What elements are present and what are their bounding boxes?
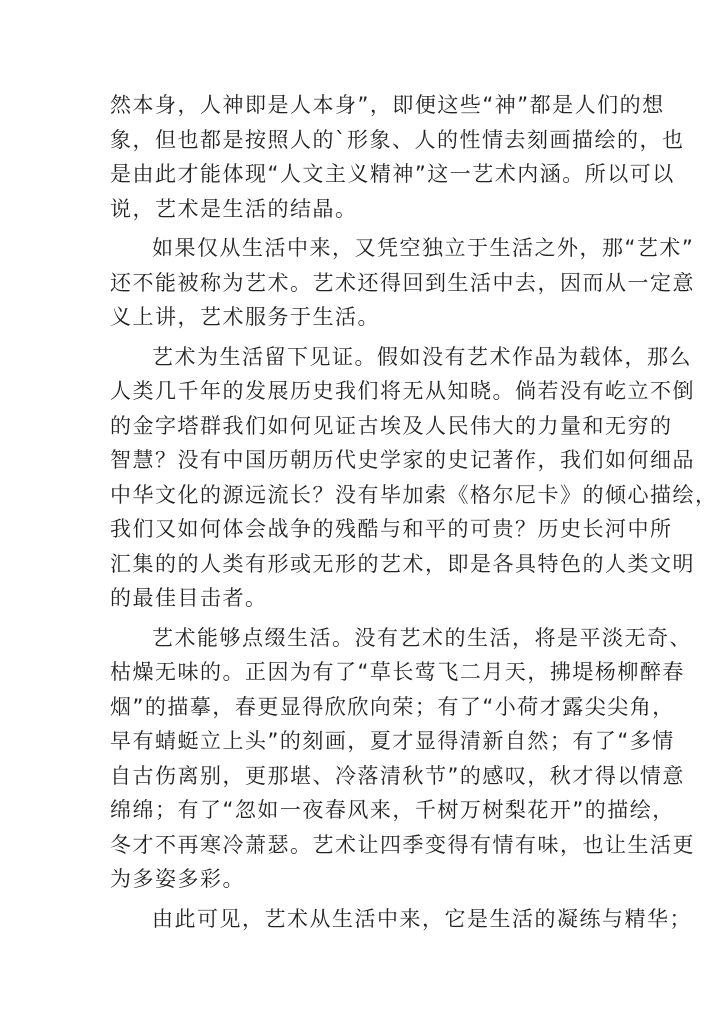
text-line: 烟”的描摹，春更显得欣欣向荣；有了“小荷才露尖尖角， bbox=[110, 694, 675, 719]
text-line: 义上讲，艺术服务于生活。 bbox=[110, 305, 380, 329]
text-line: 由此可见，艺术从生活中来，它是生活的凝练与精华； bbox=[152, 906, 692, 931]
paragraph bbox=[110, 902, 692, 937]
text-line: 枯燥无味的。正因为有了“草长莺飞二月天，拂堤杨柳醉春 bbox=[110, 660, 685, 684]
text-line: 的最佳目击者。 bbox=[110, 586, 268, 610]
text-line: 绵绵；有了“忽如一夜春风来，千树万树梨花开”的描绘， bbox=[110, 798, 675, 822]
paragraph bbox=[110, 621, 695, 897]
text-line: 自古伤离别，更那堪、冷落清秋节”的感叹，秋才得以情意 bbox=[110, 763, 685, 788]
text-line: 为多姿多彩。 bbox=[110, 867, 245, 891]
text-line: 汇集的的人类有形或无形的艺术，即是各具特色的人类文明 bbox=[110, 551, 695, 576]
text-line: 冬才不再寒冷萧瑟。艺术让四季变得有情有味，也让生活更 bbox=[110, 832, 695, 857]
text-line: 我们又如何体会战争的残酷与和平的可贵？历史长河中所 bbox=[110, 517, 673, 541]
paragraph bbox=[110, 340, 718, 616]
text-line: 象，但也都是按照人的`形象、人的性情去刻画描绘的，也 bbox=[110, 127, 685, 152]
text-line: 是由此才能体现“人文主义精神”这一艺术内涵。所以可以 bbox=[110, 162, 675, 186]
text-line: 人类几千年的发展历史我们将无从知晓。倘若没有屹立不倒 bbox=[110, 379, 695, 403]
text-line: 的金字塔群我们如何见证古埃及人民伟大的力量和无穷的 bbox=[110, 413, 673, 438]
text-line: 早有蜻蜓立上头”的刻画，夏才显得清新自然；有了“多情 bbox=[110, 729, 675, 753]
text-line: 说，艺术是生活的结晶。 bbox=[110, 196, 358, 221]
text-line: 智慧？没有中国历朝历代史学家的史记著作，我们如何细品 bbox=[110, 448, 695, 472]
text-line: 还不能被称为艺术。艺术还得回到生活中去，因而从一定意 bbox=[110, 270, 695, 295]
text-line: 然本身，人神即是人本身”，即便这些“神”都是人们的想 bbox=[110, 93, 665, 117]
text-line: 艺术能够点缀生活。没有艺术的生活，将是平淡无奇、 bbox=[152, 625, 692, 650]
text-line: 如果仅从生活中来，又凭空独立于生活之外，那“艺术” bbox=[152, 236, 695, 260]
paragraph bbox=[110, 231, 695, 335]
article-body bbox=[110, 88, 718, 941]
text-line: 艺术为生活留下见证。假如没有艺术作品为载体，那么 bbox=[152, 344, 692, 369]
text-line: 中华文化的源远流长？没有毕加索《格尔尼卡》的倾心描绘， bbox=[110, 482, 718, 507]
paragraph bbox=[110, 88, 685, 226]
